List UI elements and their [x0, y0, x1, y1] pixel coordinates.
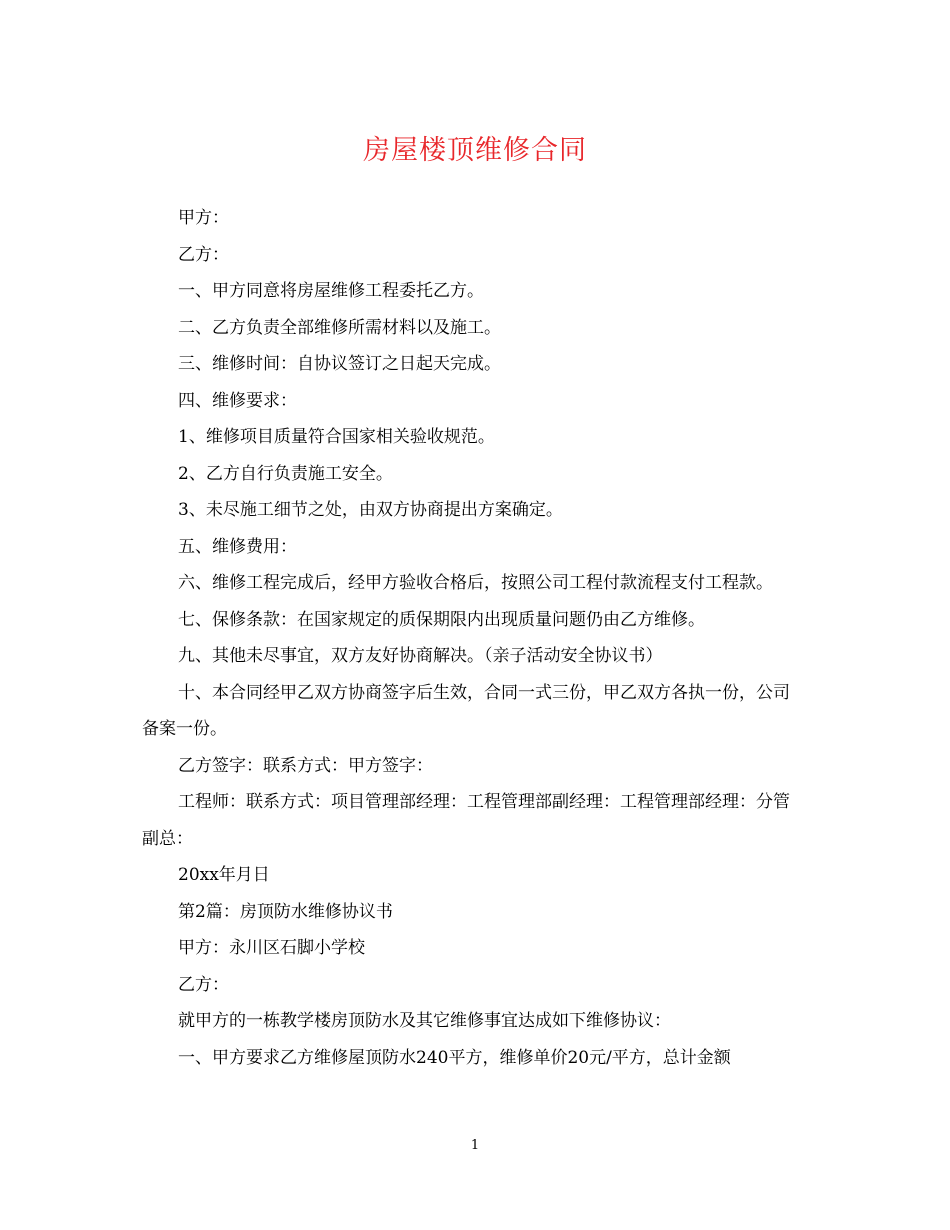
paragraph-party-a: 甲方： [178, 208, 229, 228]
document-title: 房屋楼顶维修合同 [363, 135, 587, 166]
paragraph-section-2-party-a: 甲方：永川区石脚小学校 [178, 938, 365, 958]
paragraph-requirement-3: 3、未尽施工细节之处，由双方协商提出方案确定。 [178, 500, 563, 520]
paragraph-clause-1: 一、甲方同意将房屋维修工程委托乙方。 [178, 281, 484, 301]
paragraph-clause-4: 四、维修要求： [178, 390, 297, 411]
paragraph-signatures: 乙方签字：联系方式：甲方签字： [178, 755, 433, 776]
paragraph-clause-7: 七、保修条款：在国家规定的质保期限内出现质量问题仍由乙方维修。 [178, 609, 705, 630]
paragraph-date: 20xx年月日 [178, 865, 270, 885]
document-body [142, 200, 802, 1076]
page-number: 1 [470, 1138, 480, 1153]
paragraph-clause-9: 九、其他未尽事宜，双方友好协商解决。（亲子活动安全协议书） [178, 646, 663, 666]
paragraph-requirement-1: 1、维修项目质量符合国家相关验收规范。 [178, 427, 495, 447]
paragraph-clause-6: 六、维修工程完成后，经甲方验收合格后，按照公司工程付款流程支付工程款。 [178, 573, 773, 593]
paragraph-party-b: 乙方： [178, 244, 229, 265]
paragraph-requirement-2: 2、乙方自行负责施工安全。 [178, 463, 393, 484]
paragraph-section-2-intro: 就甲方的一栋教学楼房顶防水及其它维修事宜达成如下维修协议： [178, 1011, 671, 1031]
paragraph-section-2-party-b: 乙方： [178, 974, 229, 995]
paragraph-clause-3: 三、维修时间：自协议签订之日起天完成。 [178, 354, 501, 374]
paragraph-clause-10: 十、本合同经甲乙双方协商签字后生效，合同一式三份，甲乙双方各执一份，公司备案一份。 [142, 682, 790, 739]
paragraph-clause-5: 五、维修费用： [178, 536, 297, 557]
paragraph-signatories: 工程师：联系方式：项目管理部经理：工程管理部副经理：工程管理部经理：分管副总： [142, 792, 790, 849]
paragraph-clause-2: 二、乙方负责全部维修所需材料以及施工。 [178, 317, 501, 338]
paragraph-section-2-heading: 第2篇：房顶防水维修协议书 [178, 901, 393, 922]
paragraph-section-2-clause-1: 一、甲方要求乙方维修屋顶防水240平方，维修单价20元/平方，总计金额 [178, 1047, 731, 1068]
